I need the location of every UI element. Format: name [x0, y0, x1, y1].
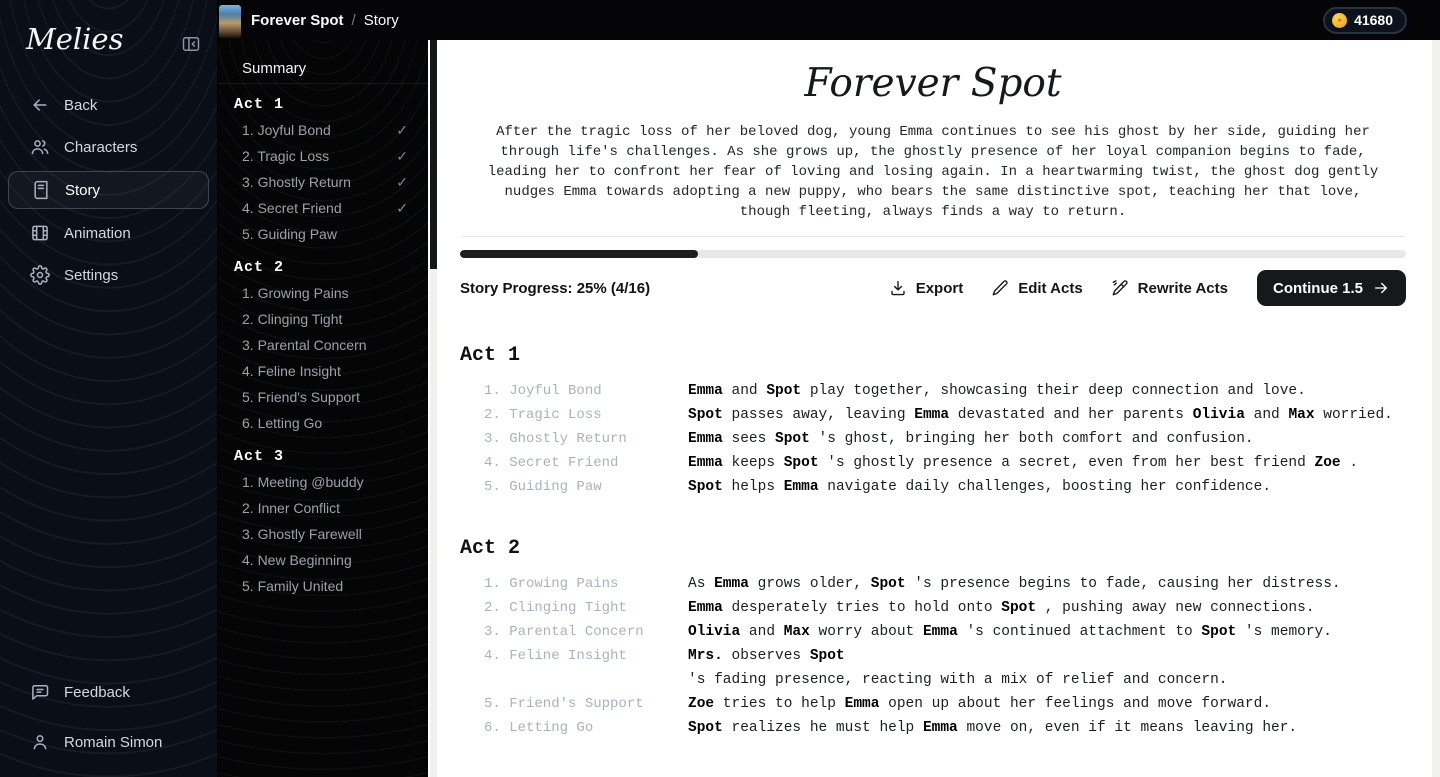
scene-description[interactable]: Emma desperately tries to hold onto Spot , pushing away new connections.	[688, 600, 1315, 616]
arrow-right-icon	[1372, 279, 1390, 297]
sidebar-item-label: Story	[65, 181, 101, 199]
coin-icon: ✶	[1332, 13, 1347, 28]
divider	[462, 236, 1404, 237]
sidebar-item-label: Animation	[64, 224, 131, 242]
rewrite-icon	[1111, 279, 1129, 297]
outline-scene-item[interactable]	[218, 358, 428, 384]
scene-title[interactable]: 4. Feline Insight	[484, 648, 627, 664]
scene-row	[484, 596, 1406, 620]
sidebar-item-romain-simon[interactable]	[0, 721, 217, 763]
outline-scene-item[interactable]	[218, 306, 428, 332]
scene-description[interactable]: As Emma grows older, Spot 's presence begins to fade, causing her distress.	[688, 576, 1341, 592]
outline-scene-label: 4. New Beginning	[242, 552, 352, 568]
outline-scene-label: 1. Meeting @buddy	[242, 474, 364, 490]
content-scrollbar-left[interactable]	[430, 40, 437, 777]
act-rows	[460, 572, 1406, 740]
button-label: Export	[915, 279, 964, 297]
scene-row	[484, 572, 1406, 596]
outline-panel	[218, 40, 428, 777]
act-rows	[460, 379, 1406, 499]
story-title: Forever Spot	[804, 61, 1062, 106]
scene-row	[484, 644, 1406, 692]
outline-act-title: Act 2	[234, 259, 285, 276]
act-heading: Act 1	[460, 344, 521, 367]
outline-scene-item[interactable]	[218, 547, 428, 573]
outline-scene-item[interactable]	[218, 169, 428, 195]
outline-scene-label: 5. Friend's Support	[242, 389, 360, 405]
sidebar-nav	[0, 84, 217, 296]
scene-title[interactable]: 4. Secret Friend	[484, 455, 619, 471]
arrow-left-icon	[30, 95, 50, 115]
story-progress-fill	[460, 250, 698, 258]
book-icon	[31, 180, 51, 200]
scene-description[interactable]: Zoe tries to help Emma open up about her feelings and move forward.	[688, 696, 1272, 712]
scene-description[interactable]: Emma keeps Spot 's ghostly presence a secret, even from her best friend Zoe .	[688, 455, 1359, 471]
scene-description[interactable]: Spot helps Emma navigate daily challenges, boosting her confidence.	[688, 479, 1272, 495]
scene-title[interactable]: 3. Ghostly Return	[484, 431, 627, 447]
project-thumbnail[interactable]	[219, 5, 241, 38]
scene-row	[484, 692, 1406, 716]
breadcrumb	[251, 12, 399, 29]
download-icon	[889, 279, 907, 297]
story-page	[437, 40, 1433, 777]
outline-scene-item[interactable]	[218, 410, 428, 436]
panel-collapse-icon[interactable]	[181, 34, 201, 54]
act-section	[460, 344, 1406, 499]
button-label: Continue 1.5	[1272, 279, 1363, 297]
outline-scene-item[interactable]	[218, 332, 428, 358]
scene-row	[484, 379, 1406, 403]
breadcrumb-separator: /	[351, 11, 356, 29]
outline-scene-label: 3. Parental Concern	[242, 337, 367, 353]
sidebar-item-label: Back	[64, 96, 98, 114]
left-sidebar	[0, 0, 218, 777]
scene-description[interactable]: Mrs. observes Spot 's fading presence, reacting with a mix of relief and concern.	[688, 648, 1228, 688]
credits-amount: 41680	[1354, 12, 1393, 28]
scene-row	[484, 451, 1406, 475]
check-icon: ✓	[396, 173, 408, 190]
act-section	[460, 537, 1406, 740]
outline-summary-label: Summary	[242, 60, 307, 77]
outline-scene-item[interactable]	[218, 143, 428, 169]
progress-label: Story Progress: 25% (4/16)	[460, 279, 651, 297]
outline-scene-item[interactable]	[218, 221, 428, 247]
breadcrumb-project[interactable]: Forever Spot	[251, 11, 344, 29]
progress-toolbar	[460, 270, 1406, 306]
scrollbar-thumb[interactable]	[430, 40, 437, 269]
chat-icon	[30, 682, 50, 702]
sidebar-item-back[interactable]	[0, 84, 217, 126]
scene-title[interactable]: 1. Growing Pains	[484, 576, 619, 592]
pencil-icon	[991, 279, 1009, 297]
outline-act-title: Act 3	[234, 448, 285, 465]
app-logo: Melies	[26, 22, 124, 56]
outline-scene-label: 5. Guiding Paw	[242, 226, 337, 242]
scene-title[interactable]: 5. Guiding Paw	[484, 479, 602, 495]
breadcrumb-section: Story	[363, 11, 399, 29]
sidebar-item-story[interactable]	[8, 171, 209, 209]
scene-description[interactable]: Spot realizes he must help Emma move on, even if it means leaving her.	[688, 720, 1298, 736]
sidebar-item-animation[interactable]	[0, 212, 217, 254]
scene-title[interactable]: 2. Tragic Loss	[484, 407, 602, 423]
button-label: Edit Acts	[1018, 279, 1083, 297]
story-progress-bar	[460, 250, 1406, 258]
outline-scene-item[interactable]	[218, 117, 428, 143]
outline-scene-item[interactable]	[218, 280, 428, 306]
scene-row	[484, 716, 1406, 740]
sidebar-item-label: Settings	[64, 266, 119, 284]
story-actions	[878, 270, 1406, 306]
sidebar-header	[0, 0, 217, 58]
outline-scene-label: 4. Feline Insight	[242, 363, 341, 379]
outline-scene-label: 5. Family United	[242, 578, 344, 594]
scene-description[interactable]: Emma and Spot play together, showcasing their deep connection and love.	[688, 383, 1306, 399]
outline-scene-label: 2. Inner Conflict	[242, 500, 341, 516]
scene-row	[484, 475, 1406, 499]
sidebar-footer	[0, 671, 217, 763]
check-icon: ✓	[396, 121, 408, 138]
film-icon	[30, 223, 50, 243]
outline-scene-item[interactable]	[218, 195, 428, 221]
sidebar-item-label: Characters	[64, 138, 138, 156]
scene-row	[484, 427, 1406, 451]
scene-description[interactable]: Emma sees Spot 's ghost, bringing her both comfort and confusion.	[688, 431, 1254, 447]
content-scrollbar-right[interactable]	[1432, 40, 1440, 777]
outline-scene-item[interactable]	[218, 495, 428, 521]
outline-scene-label: 1. Joyful Bond	[242, 122, 331, 138]
scene-row	[484, 403, 1406, 427]
check-icon: ✓	[396, 199, 408, 216]
outline-scene-label: 6. Letting Go	[242, 415, 323, 431]
topbar	[218, 0, 1440, 40]
outline-scene-label: 2. Clinging Tight	[242, 311, 343, 327]
outline-scene-label: 4. Secret Friend	[242, 200, 342, 216]
outline-scene-item[interactable]	[218, 384, 428, 410]
sidebar-item-label: Feedback	[64, 683, 130, 701]
scene-title[interactable]: 5. Friend's Support	[484, 696, 644, 712]
story-content	[428, 40, 1440, 777]
scene-title[interactable]: 1. Joyful Bond	[484, 383, 602, 399]
outline-summary-item[interactable]	[218, 54, 428, 84]
scene-title[interactable]: 6. Letting Go	[484, 720, 594, 736]
rewrite-acts-button[interactable]	[1100, 271, 1239, 305]
edit-acts-button[interactable]	[980, 271, 1093, 305]
sidebar-item-feedback[interactable]	[0, 671, 217, 713]
sidebar-item-settings[interactable]	[0, 254, 217, 296]
story-summary[interactable]: After the tragic loss of her beloved dog, young Emma continues to see his ghost by her side, guiding her through life's challenges. As she grows up, the ghostly presence of her loyal companion begins to fade, leading her to confront her fear of loving and losing again. In a heartwarming twist, the ghost dog gently nudges Emma towards adopting a new puppy, who bears the same distinctive spot, teaching her that love, though fleeting, always finds a way to return.	[487, 124, 1379, 220]
user-icon	[30, 732, 50, 752]
scene-description[interactable]: Olivia and Max worry about Emma 's continued attachment to Spot 's memory.	[688, 624, 1332, 640]
story-acts	[460, 344, 1406, 740]
outline-scene-item[interactable]	[218, 469, 428, 495]
outline-scene-label: 1. Growing Pains	[242, 285, 349, 301]
sidebar-item-label: Romain Simon	[64, 733, 163, 751]
characters-icon	[30, 137, 50, 157]
outline-scene-label: 2. Tragic Loss	[242, 148, 330, 164]
outline-scene-label: 3. Ghostly Return	[242, 174, 351, 190]
outline-scene-label: 3. Ghostly Farewell	[242, 526, 362, 542]
sidebar-item-characters[interactable]	[0, 126, 217, 168]
credits-badge[interactable]	[1323, 7, 1407, 34]
scene-title[interactable]: 2. Clinging Tight	[484, 600, 627, 616]
continue-1-5-button[interactable]	[1257, 270, 1406, 306]
outline-scene-item[interactable]	[218, 521, 428, 547]
export-button[interactable]	[878, 271, 975, 305]
check-icon: ✓	[396, 147, 408, 164]
scene-title[interactable]: 3. Parental Concern	[484, 624, 644, 640]
outline-acts	[218, 96, 428, 599]
scene-description[interactable]: Spot passes away, leaving Emma devastated and her parents Olivia and Max worried.	[688, 407, 1393, 423]
outline-act-title: Act 1	[234, 96, 285, 113]
act-heading: Act 2	[460, 537, 521, 560]
button-label: Rewrite Acts	[1137, 279, 1228, 297]
scene-row	[484, 620, 1406, 644]
gear-icon	[30, 265, 50, 285]
outline-scene-item[interactable]	[218, 573, 428, 599]
